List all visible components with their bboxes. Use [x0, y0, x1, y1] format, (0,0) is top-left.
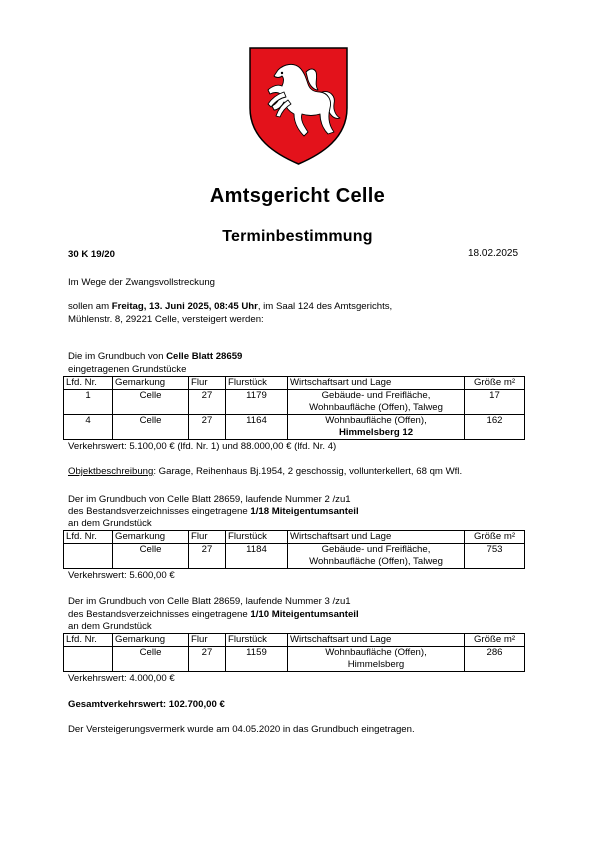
- cell-wl-line2: Himmelsberg 12: [338, 427, 414, 438]
- object-label: Objektbeschreibung: [68, 466, 154, 477]
- section2-line2-prefix: des Bestandsverzeichnisses eingetragene: [68, 506, 251, 517]
- cell-flurstueck: 1164: [226, 415, 288, 440]
- section2-line1: Der im Grundbuch von Celle Blatt 28659, laufende Nummer 2 /zu1: [68, 494, 351, 505]
- col-header-wirtschaftsart: Wirtschaftsart und Lage: [288, 531, 465, 544]
- cell-wl-line1: Gebäude- und Freifläche,: [321, 544, 431, 555]
- sale-prefix: sollen am: [68, 301, 112, 312]
- object-description: [68, 466, 462, 478]
- col-header-flurstueck: Flurstück: [226, 634, 288, 647]
- cell-wirtschaftsart: [288, 390, 465, 415]
- cell-gemarkung: Celle: [113, 544, 189, 569]
- cell-groesse: 17: [465, 390, 525, 415]
- cell-wl-line1: Wohnbaufläche (Offen),: [325, 415, 427, 426]
- section1-lead-prefix: Die im Grundbuch von: [68, 351, 167, 362]
- col-header-flur: Flur: [189, 531, 226, 544]
- cell-flur: 27: [189, 415, 226, 440]
- coat-of-arms-horse-icon: [248, 46, 349, 166]
- cell-wirtschaftsart: [288, 647, 465, 672]
- cell-flur: 27: [189, 647, 226, 672]
- section1-register: Celle Blatt 28659: [166, 351, 243, 362]
- col-header-lfd-nr: Lfd. Nr.: [64, 634, 113, 647]
- table-header-row: [64, 531, 525, 544]
- section3-line2: [68, 609, 359, 621]
- table-header-row: [64, 634, 525, 647]
- property-table-1: [63, 376, 525, 440]
- registry-note: Der Versteigerungsvermerk wurde am 04.05.2020 in das Grundbuch eingetragen.: [68, 724, 415, 735]
- table-header-row: [64, 377, 525, 390]
- col-header-flur: Flur: [189, 634, 226, 647]
- cell-flurstueck: 1184: [226, 544, 288, 569]
- cell-wl-line1: Wohnbaufläche (Offen),: [325, 647, 427, 658]
- col-header-wirtschaftsart: Wirtschaftsart und Lage: [288, 377, 465, 390]
- total-value: Gesamtverkehrswert: 102.700,00 €: [68, 699, 225, 710]
- document-title: Terminbestimmung: [222, 228, 373, 245]
- col-header-flur: Flur: [189, 377, 226, 390]
- col-header-groesse: Größe m²: [465, 531, 525, 544]
- cell-wl-line1: Gebäude- und Freifläche,: [321, 390, 431, 401]
- cell-wirtschaftsart: [288, 544, 465, 569]
- document-date: 18.02.2025: [468, 248, 519, 259]
- section1-lead-line2: eingetragenen Grundstücke: [68, 364, 187, 375]
- cell-gemarkung: Celle: [113, 390, 189, 415]
- cell-nr: 1: [64, 390, 113, 415]
- section2-line3: an dem Grundstück: [68, 518, 152, 529]
- cell-wl-line2: Wohnbaufläche (Offen), Talweg: [309, 556, 443, 567]
- intro-line: Im Wege der Zwangsvollstreckung: [68, 277, 215, 288]
- file-number: 30 K 19/20: [68, 249, 115, 260]
- sale-notice: [68, 301, 392, 313]
- col-header-groesse: Größe m²: [465, 377, 525, 390]
- col-header-lfd-nr: Lfd. Nr.: [64, 377, 113, 390]
- cell-flur: 27: [189, 390, 226, 415]
- col-header-lfd-nr: Lfd. Nr.: [64, 531, 113, 544]
- cell-groesse: 753: [465, 544, 525, 569]
- col-header-groesse: Größe m²: [465, 634, 525, 647]
- cell-gemarkung: Celle: [113, 415, 189, 440]
- sale-date: Freitag, 13. Juni 2025, 08:45 Uhr: [111, 301, 258, 312]
- cell-nr: [64, 544, 113, 569]
- col-header-wirtschaftsart: Wirtschaftsart und Lage: [288, 634, 465, 647]
- court-title: Amtsgericht Celle: [209, 185, 386, 207]
- section3-value: Verkehrswert: 4.000,00 €: [68, 673, 175, 684]
- col-header-flurstueck: Flurstück: [226, 377, 288, 390]
- cell-flurstueck: 1159: [226, 647, 288, 672]
- cell-groesse: 162: [465, 415, 525, 440]
- section1-lead: [68, 351, 242, 363]
- cell-gemarkung: Celle: [113, 647, 189, 672]
- cell-groesse: 286: [465, 647, 525, 672]
- col-header-flurstueck: Flurstück: [226, 531, 288, 544]
- object-text: : Garage, Reihenhaus Bj.1954, 2 geschossig, vollunterkellert, 68 qm Wfl.: [153, 466, 463, 477]
- property-table-2: [63, 530, 525, 569]
- section3-line3: an dem Grundstück: [68, 621, 152, 632]
- sale-location: Mühlenstr. 8, 29221 Celle, versteigert werden:: [68, 314, 264, 325]
- cell-wirtschaftsart: [288, 415, 465, 440]
- sale-suffix: , im Saal 124 des Amtsgerichts,: [257, 301, 393, 312]
- col-header-gemarkung: Gemarkung: [113, 377, 189, 390]
- table-row: [64, 544, 525, 569]
- section2-line2: [68, 506, 359, 518]
- cell-flurstueck: 1179: [226, 390, 288, 415]
- property-table-3: [63, 633, 525, 672]
- section3-share: 1/10 Miteigentumsanteil: [250, 609, 359, 620]
- cell-wl-line2: Himmelsberg: [347, 659, 405, 670]
- table-row: [64, 415, 525, 440]
- table-row: [64, 390, 525, 415]
- section1-value: Verkehrswert: 5.100,00 € (lfd. Nr. 1) und 88.000,00 € (lfd. Nr. 4): [68, 441, 337, 452]
- col-header-gemarkung: Gemarkung: [113, 634, 189, 647]
- section2-value: Verkehrswert: 5.600,00 €: [68, 570, 175, 581]
- cell-nr: [64, 647, 113, 672]
- section3-line1: Der im Grundbuch von Celle Blatt 28659, laufende Nummer 3 /zu1: [68, 596, 351, 607]
- cell-nr: 4: [64, 415, 113, 440]
- section2-share: 1/18 Miteigentumsanteil: [250, 506, 359, 517]
- cell-wl-line2: Wohnbaufläche (Offen), Talweg: [309, 402, 443, 413]
- cell-flur: 27: [189, 544, 226, 569]
- table-row: [64, 647, 525, 672]
- col-header-gemarkung: Gemarkung: [113, 531, 189, 544]
- section3-line2-prefix: des Bestandsverzeichnisses eingetragene: [68, 609, 251, 620]
